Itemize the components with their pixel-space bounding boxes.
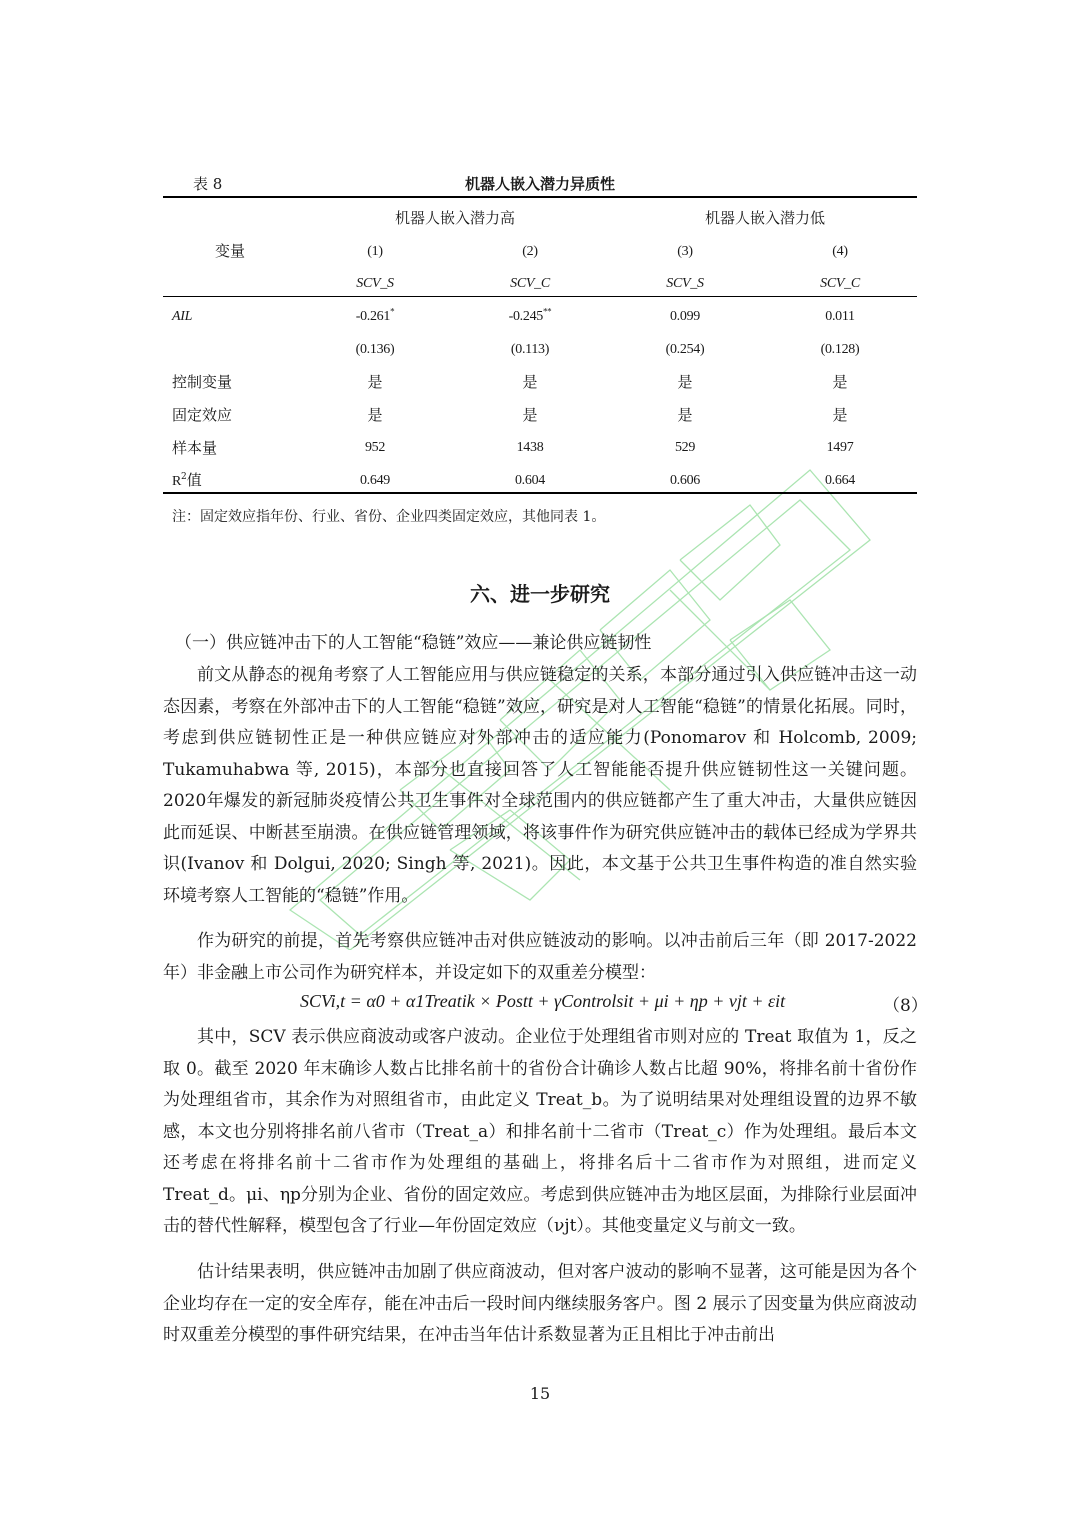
table-cell: 1438 bbox=[516, 440, 544, 455]
table-label: 表 8 bbox=[193, 175, 223, 193]
paragraph-1: 前文从静态的视角考察了人工智能应用与供应链稳定的关系，本部分通过引入供应链冲击这一动态因素，考察在外部冲击下的人工智能“稳链”效应，研究是对人工智能“稳链”的情景化拓展。同时，考虑到供应链韧性正是一种供应链应对外部冲击的适应能力(Ponomarov 和 Holcomb, 2009; Tukamuhabwa 等, 2015)，本部分也直接回答了人工智能能否提升供应链韧性这一关键问题。2020年爆发的新冠肺炎疫情公共卫生事件对全球范围内的供应链都产生了重大冲击，大量供应链因此而延误、中断甚至崩溃。在供应链管理领域，将该事件作为研究供应链冲击的载体已经成为学界共识(Ivanov 和 Dolgui, 2020; Singh 等, 2021)。因此，本文基于公共卫生事件构造的准自然实验环境考察人工智能的“稳链”作用。 bbox=[163, 665, 917, 906]
table-title: 机器人嵌入潜力异质性 bbox=[464, 175, 615, 193]
table-header-rule bbox=[163, 296, 917, 297]
table-cell: 是 bbox=[522, 406, 538, 424]
group-low-header: 机器人嵌入潜力低 bbox=[704, 209, 825, 227]
table-cell: -0.245** bbox=[508, 306, 552, 324]
row-label-sample-size: 样本量 bbox=[172, 439, 218, 457]
table-cell: 0.099 bbox=[669, 309, 700, 324]
table-cell: 1497 bbox=[826, 440, 854, 455]
table-cell: 是 bbox=[367, 373, 383, 391]
variable-header: 变量 bbox=[214, 242, 245, 260]
table-cell: 0.664 bbox=[824, 473, 855, 488]
table-cell: 0.604 bbox=[514, 473, 545, 488]
table-cell: (0.128) bbox=[820, 342, 860, 357]
dep-var-4: SCV_C bbox=[820, 276, 860, 291]
col-number-3: (3) bbox=[677, 244, 693, 259]
table-cell: (0.113) bbox=[510, 342, 550, 357]
table-cell: (0.254) bbox=[665, 342, 705, 357]
equation-8: SCVi,t = α0 + α1Treatik × Postt + γControlsit + μi + ηp + νjt + εit bbox=[300, 991, 786, 1011]
table-top-rule bbox=[163, 196, 917, 198]
table-cell: -0.261* bbox=[355, 306, 395, 324]
paragraph-3: 其中，SCV 表示供应商波动或客户波动。企业位于处理组省市则对应的 Treat 取值为 1，反之取 0。截至 2020 年末确诊人数占比排名前十的省份合计确诊人数占比超 90%，将排名前十省份作为处理组省市，其余作为对照组省市，由此定义 Treat_b。为了说明结果对处理组设置的边界不敏感，本文也分别将排名前八省市（Treat_a）和排名前十二省市（Treat_c）作为处理组。最后本文还考虑在将排名前十二省市作为处理组的基础上，将排名后十二省市作为对照组，进而定义 Treat_d。μi、ηp分别为企业、省份的固定效应。考虑到供应链冲击为地区层面，为排除行业层面冲击的替代性解释，模型包含了行业—年份固定效应（νjt）。其他变量定义与前文一致。 bbox=[163, 1027, 917, 1236]
paragraph-2: 作为研究的前提，首先考察供应链冲击对供应链波动的影响。以冲击前后三年（即 2017-2022 年）非金融上市公司作为研究样本，并设定如下的双重差分模型： bbox=[163, 931, 917, 983]
table-bottom-rule bbox=[163, 492, 917, 494]
page-number: 15 bbox=[529, 1384, 551, 1403]
table-cell: 是 bbox=[832, 406, 848, 424]
dep-var-3: SCV_S bbox=[666, 276, 704, 291]
row-label-controls: 控制变量 bbox=[172, 373, 233, 391]
table-cell: 0.011 bbox=[825, 309, 855, 324]
table-cell: 是 bbox=[367, 406, 383, 424]
table-cell: 是 bbox=[522, 373, 538, 391]
row-label-ail: AIL bbox=[172, 309, 193, 324]
table-cell: (0.136) bbox=[355, 342, 395, 357]
row-label-r-squared: $R^2$值 bbox=[172, 471, 202, 489]
table-cell: 是 bbox=[832, 373, 848, 391]
col-number-2: (2) bbox=[522, 244, 538, 259]
equation-number: （8） bbox=[883, 996, 928, 1016]
row-label-fixed-effects: 固定效应 bbox=[172, 406, 233, 424]
table-caption bbox=[163, 173, 917, 197]
table-cell: 是 bbox=[677, 373, 693, 391]
table-cell: 529 bbox=[674, 440, 696, 455]
paragraph-4: 估计结果表明，供应链冲击加剧了供应商波动，但对客户波动的影响不显著，这可能是因为各个企业均存在一定的安全库存，能在冲击后一段时间内继续服务客户。图 2 展示了因变量为供应商波动时双重差分模型的事件研究结果，在冲击当年估计系数显著为正且相比于冲击前出 bbox=[163, 1262, 917, 1345]
table-note: 注：固定效应指年份、行业、省份、企业四类固定效应，其他同表 1。 bbox=[172, 509, 606, 525]
table-cell: 是 bbox=[677, 406, 693, 424]
table-cell: 0.649 bbox=[359, 473, 390, 488]
section-title: 六、进一步研究 bbox=[470, 582, 610, 606]
col-number-4: (4) bbox=[832, 244, 848, 259]
group-high-header: 机器人嵌入潜力高 bbox=[394, 209, 515, 227]
table-cell: 0.606 bbox=[669, 473, 700, 488]
col-number-1: (1) bbox=[367, 244, 383, 259]
dep-var-2: SCV_C bbox=[510, 276, 550, 291]
dep-var-1: SCV_S bbox=[356, 276, 394, 291]
subsection-title: （一）供应链冲击下的人工智能“稳链”效应——兼论供应链韧性 bbox=[175, 633, 652, 653]
table-cell: 952 bbox=[364, 440, 386, 455]
